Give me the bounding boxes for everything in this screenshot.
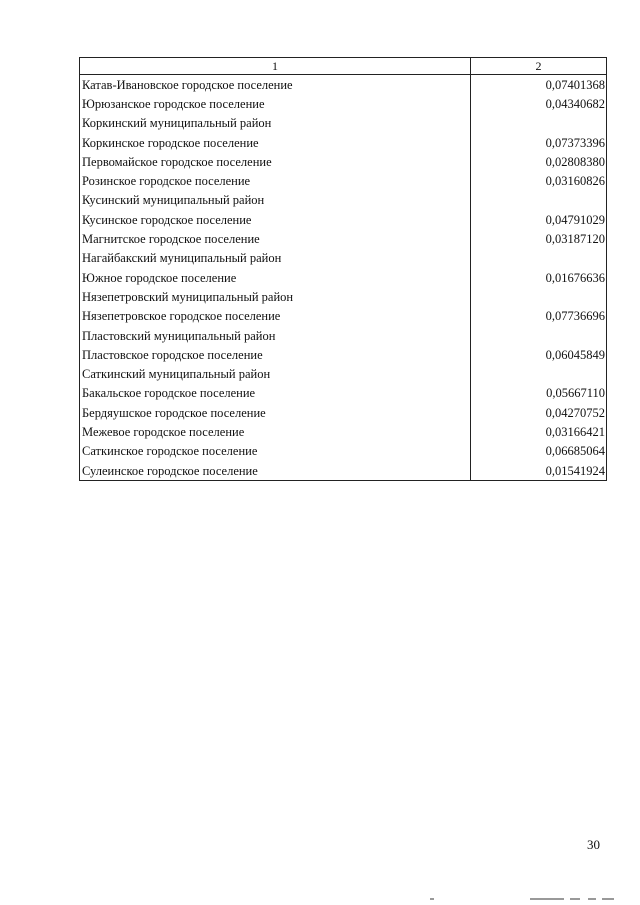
settlement-name-cell: Катав-Ивановское городское поселение (80, 75, 471, 95)
settlement-name-cell: Коркинский муниципальный район (80, 114, 471, 133)
table-row (80, 384, 607, 403)
table-row (80, 364, 607, 383)
coefficient-cell: 0,03166421 (471, 422, 607, 441)
settlement-name-cell: Пластовский муниципальный район (80, 326, 471, 345)
settlement-name-cell: Бердяушское городское поселение (80, 403, 471, 422)
settlement-name-cell: Кусинский муниципальный район (80, 191, 471, 210)
settlement-name-cell: Бакальское городское поселение (80, 384, 471, 403)
table-row (80, 442, 607, 461)
table-row (80, 345, 607, 364)
table-row (80, 403, 607, 422)
table-row (80, 94, 607, 113)
table-row (80, 210, 607, 229)
settlement-name-cell: Нязепетровский муниципальный район (80, 287, 471, 306)
table-row (80, 326, 607, 345)
coefficient-cell: 0,07373396 (471, 133, 607, 152)
coefficient-cell: 0,03187120 (471, 229, 607, 248)
table-row (80, 171, 607, 190)
table-row (80, 307, 607, 326)
coefficient-cell: 0,06045849 (471, 345, 607, 364)
page-number: 30 (587, 837, 600, 852)
settlement-name-cell: Нагайбакский муниципальный район (80, 249, 471, 268)
coefficient-cell (471, 287, 607, 306)
settlement-name-cell: Межевое городское поселение (80, 422, 471, 441)
coefficient-cell (471, 364, 607, 383)
settlement-name-cell: Юрюзанское городское поселение (80, 94, 471, 113)
coefficient-cell: 0,04270752 (471, 403, 607, 422)
coefficient-cell: 0,04791029 (471, 210, 607, 229)
table-row (80, 461, 607, 481)
coefficient-cell: 0,05667110 (471, 384, 607, 403)
settlement-name-cell: Первомайское городское поселение (80, 152, 471, 171)
scan-artifact-marks (420, 896, 620, 902)
table-header-row (80, 58, 607, 75)
table-row (80, 249, 607, 268)
coefficient-cell: 0,07401368 (471, 75, 607, 95)
coefficient-cell: 0,02808380 (471, 152, 607, 171)
settlement-name-cell: Сулеинское городское поселение (80, 461, 471, 481)
table-row (80, 191, 607, 210)
settlement-name-cell: Кусинское городское поселение (80, 210, 471, 229)
coefficient-cell: 0,06685064 (471, 442, 607, 461)
coefficient-cell (471, 249, 607, 268)
settlement-name-cell: Розинское городское поселение (80, 171, 471, 190)
coefficient-cell (471, 114, 607, 133)
table-row (80, 287, 607, 306)
settlement-name-cell: Саткинский муниципальный район (80, 364, 471, 383)
table-row (80, 75, 607, 95)
coefficient-cell: 0,04340682 (471, 94, 607, 113)
settlements-table (79, 57, 607, 481)
coefficient-cell (471, 326, 607, 345)
settlement-name-cell: Пластовское городское поселение (80, 345, 471, 364)
settlement-name-cell: Коркинское городское поселение (80, 133, 471, 152)
column-header-2: 2 (471, 58, 607, 75)
table-row (80, 152, 607, 171)
table-row (80, 422, 607, 441)
coefficient-cell (471, 191, 607, 210)
table-row (80, 229, 607, 248)
coefficient-cell: 0,01676636 (471, 268, 607, 287)
table-row (80, 133, 607, 152)
table-row (80, 268, 607, 287)
coefficient-cell: 0,07736696 (471, 307, 607, 326)
settlement-name-cell: Магнитское городское поселение (80, 229, 471, 248)
table-body (80, 75, 607, 481)
coefficient-cell: 0,01541924 (471, 461, 607, 481)
coefficient-cell: 0,03160826 (471, 171, 607, 190)
settlement-name-cell: Саткинское городское поселение (80, 442, 471, 461)
settlement-name-cell: Нязепетровское городское поселение (80, 307, 471, 326)
settlement-name-cell: Южное городское поселение (80, 268, 471, 287)
column-header-1: 1 (80, 58, 471, 75)
table-row (80, 114, 607, 133)
